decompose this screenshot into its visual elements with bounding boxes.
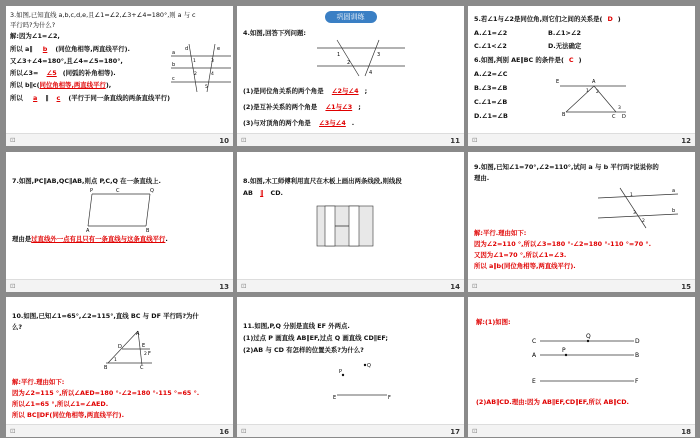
board-ruler-figure xyxy=(317,204,373,250)
question-10-title: 10.如图,已知∠1=65°,∠2=115°,直线 BC 与 DF 平行吗?为什 xyxy=(12,312,199,320)
question-7-title: 7.如图,PC∥AB,QC∥AB,则点 P,C,Q 在一条直线上. xyxy=(12,177,161,185)
label-D: D xyxy=(635,338,640,345)
page-number: 17 xyxy=(450,428,460,436)
label-C: C xyxy=(116,188,120,194)
label-E: E xyxy=(142,343,146,349)
solution-line: 所以 b∥c(同位角相等,两直线平行), xyxy=(10,81,112,89)
points-line-figure xyxy=(333,361,393,401)
label-c: c xyxy=(172,76,175,82)
label-1: 1 xyxy=(114,358,117,363)
option-c: C.∠1<∠2 xyxy=(474,42,507,50)
solution-line: 所以 a∥b(同位角相等,两直线平行). xyxy=(474,262,576,270)
angles-figure xyxy=(317,40,405,76)
page-number: 12 xyxy=(681,137,691,145)
label-E: E xyxy=(556,79,560,85)
solution-line: 又因为∠1=70 °,所以∠1=∠3. xyxy=(474,251,567,259)
label-5: 5 xyxy=(205,85,208,90)
label-Q: Q xyxy=(586,333,591,340)
slide-icon: ⊡ xyxy=(241,136,247,144)
triangle-parallel-figure xyxy=(104,329,154,369)
slide-footer xyxy=(237,424,464,437)
slide-footer xyxy=(237,133,464,146)
question-8-title: 8.如图,木工师傅利用直尺在木板上画出两条线段,则线段 xyxy=(243,177,402,185)
transversal-figure xyxy=(598,188,678,228)
label-2: 2 xyxy=(144,352,147,357)
answer-line: (2)是互补关系的两个角是 ∠1与∠3 ; xyxy=(243,103,361,111)
label-E: E xyxy=(333,395,337,401)
label-B: B xyxy=(562,112,566,118)
question-4-title: 4.如图,回答下列问题: xyxy=(243,29,306,37)
slide-footer xyxy=(237,279,464,292)
label-4: 4 xyxy=(369,70,373,76)
question-10-title-cont: 么? xyxy=(12,323,23,331)
slide-14[interactable] xyxy=(237,152,464,292)
page-number: 11 xyxy=(450,137,460,145)
solution-line: 所以∠1=65 °,所以∠1=∠AED. xyxy=(12,400,109,408)
slide-16[interactable] xyxy=(6,297,233,437)
label-3: 3 xyxy=(211,59,214,64)
option-a: A.∠2=∠C xyxy=(474,70,508,78)
label-1: 1 xyxy=(586,89,589,94)
label-D: D xyxy=(622,114,626,120)
slide-15[interactable] xyxy=(468,152,695,292)
label-e: e xyxy=(217,46,221,52)
page-number: 13 xyxy=(219,283,229,291)
label-B: B xyxy=(146,228,150,234)
label-A: A xyxy=(592,79,596,85)
label-Q: Q xyxy=(367,363,371,369)
collinear-points-figure xyxy=(86,186,158,232)
slide-icon: ⊡ xyxy=(10,427,16,435)
slide-icon: ⊡ xyxy=(241,427,247,435)
label-1: 1 xyxy=(630,193,633,198)
solution-line: 解:因为∠1=∠2, xyxy=(10,32,60,40)
label-F: F xyxy=(635,378,639,385)
slide-10[interactable] xyxy=(6,6,233,146)
label-E: E xyxy=(532,378,536,385)
label-Q: Q xyxy=(150,188,154,194)
option-d: D.∠1=∠B xyxy=(474,112,508,120)
label-b: b xyxy=(672,208,676,214)
label-C: C xyxy=(532,338,537,345)
slide-footer xyxy=(6,133,233,146)
solution-part-2: (2)AB∥CD.理由:因为 AB∥EF,CD∥EF,所以 AB∥CD. xyxy=(476,398,629,406)
slide-footer xyxy=(468,133,695,146)
triangle-figure xyxy=(556,72,628,120)
label-C: C xyxy=(612,114,616,120)
question-11-title: 11.如图,P,Q 分别是直线 EF 外两点. xyxy=(243,322,350,330)
label-A: A xyxy=(86,228,90,234)
solution-line: 所以 a ∥ c (平行于同一条直线的两条直线平行) xyxy=(10,94,171,102)
label-P: P xyxy=(339,369,343,375)
option-a: A.∠1=∠2 xyxy=(474,29,508,37)
page-number: 14 xyxy=(450,283,460,291)
label-P: P xyxy=(90,188,94,194)
label-2: 2 xyxy=(642,219,645,224)
slide-footer xyxy=(6,424,233,437)
label-a: a xyxy=(172,50,176,56)
slide-17[interactable] xyxy=(237,297,464,437)
solution-line: 解:平行.理由如下: xyxy=(12,378,65,386)
slide-footer xyxy=(6,279,233,292)
option-b: B.∠1>∠2 xyxy=(548,29,582,37)
slide-13[interactable] xyxy=(6,152,233,292)
slide-icon: ⊡ xyxy=(472,282,478,290)
label-a: a xyxy=(672,188,676,194)
page-number: 16 xyxy=(219,428,229,436)
slide-icon: ⊡ xyxy=(10,282,16,290)
label-A: A xyxy=(532,352,537,359)
question-9-title: 9.如图,已知∠1=70°,∠2=110°,试问 a 与 b 平行吗?说说你的 xyxy=(474,163,659,171)
label-C: C xyxy=(140,365,144,371)
label-d: d xyxy=(185,46,189,52)
three-parallel-lines-figure xyxy=(532,331,642,391)
label-3: 3 xyxy=(377,52,381,58)
solution-line: 因为∠2=115 °,所以∠AED=180 °-∠2=180 °-115 °=65 °. xyxy=(12,389,200,397)
label-2: 2 xyxy=(194,72,197,77)
slide-icon: ⊡ xyxy=(10,136,16,144)
label-A: A xyxy=(136,331,140,337)
question-6: 6.如图,判别 AE∥BC 的条件是( C ) xyxy=(474,56,582,64)
reason-line: 理由是过直线外一点有且只有一条直线与这条直线平行. xyxy=(12,235,168,243)
question-5: 5.若∠1与∠2是同位角,则它们之间的关系是( D ) xyxy=(474,15,621,23)
slide-icon: ⊡ xyxy=(472,427,478,435)
solution-line: 又∠3+∠4=180°,且∠4=∠5=180°, xyxy=(10,57,123,65)
slide-icon: ⊡ xyxy=(241,282,247,290)
question-11-part-2: (2)AB 与 CD 有怎样的位置关系?为什么? xyxy=(243,346,364,354)
question-9-title-cont: 理由. xyxy=(474,174,490,182)
parallel-lines-figure xyxy=(171,44,231,92)
label-3: 3 xyxy=(618,106,621,111)
question-3-title-cont: 平行吗?为什么? xyxy=(10,21,56,29)
question-11-part-1: (1)过点 P 画直线 AB∥EF,过点 Q 画直线 CD∥EF; xyxy=(243,334,388,342)
label-1: 1 xyxy=(337,52,341,58)
slide-footer xyxy=(468,279,695,292)
slide-11[interactable] xyxy=(237,6,464,146)
section-banner: 巩固训练 xyxy=(325,11,377,23)
label-P: P xyxy=(562,347,566,354)
page-number: 10 xyxy=(219,137,229,145)
slide-footer xyxy=(468,424,695,437)
slide-18[interactable] xyxy=(468,297,695,437)
label-1: 1 xyxy=(193,59,196,64)
page-number: 18 xyxy=(681,428,691,436)
page-number: 15 xyxy=(681,283,691,291)
solution-part-1: 解:(1)如图: xyxy=(476,318,511,326)
answer-line: (1)是同位角关系的两个角是 ∠2与∠4 ; xyxy=(243,87,368,95)
label-2: 2 xyxy=(347,60,351,66)
label-2: 2 xyxy=(596,90,599,95)
question-3-title: 3.如图,已知直线 a,b,c,d,e,且∠1=∠2,∠3+∠4=180°,则 a 与 c xyxy=(10,11,196,19)
option-d: D.无法确定 xyxy=(548,42,582,50)
label-F: F xyxy=(148,351,151,357)
label-B: B xyxy=(635,352,640,359)
solution-line: 所以∠3= ∠5 (同弧的补角相等). xyxy=(10,69,116,77)
label-b: b xyxy=(172,62,176,68)
answer-line: (3)与对顶角的两个角是 ∠3与∠4 . xyxy=(243,119,355,127)
solution-line: 因为∠2=110 °,所以∠3=180 °-∠2=180 °-110 °=70 °. xyxy=(474,240,652,248)
label-F: F xyxy=(388,395,391,401)
label-B: B xyxy=(104,365,108,371)
slide-12[interactable] xyxy=(468,6,695,146)
solution-line: 解:平行.理由如下: xyxy=(474,229,527,237)
label-D: D xyxy=(118,344,122,350)
option-c: C.∠1=∠B xyxy=(474,98,508,106)
question-8-answer: AB ∥ CD. xyxy=(243,189,283,197)
label-4: 4 xyxy=(211,72,214,77)
label-3: 3 xyxy=(633,211,636,216)
solution-line: 所以 BC∥DF(同位角相等,两直线平行). xyxy=(12,411,125,419)
slide-icon: ⊡ xyxy=(472,136,478,144)
solution-line: 所以 a∥ b (同位角相等,两直线平行). xyxy=(10,45,130,53)
option-b: B.∠3=∠B xyxy=(474,84,508,92)
